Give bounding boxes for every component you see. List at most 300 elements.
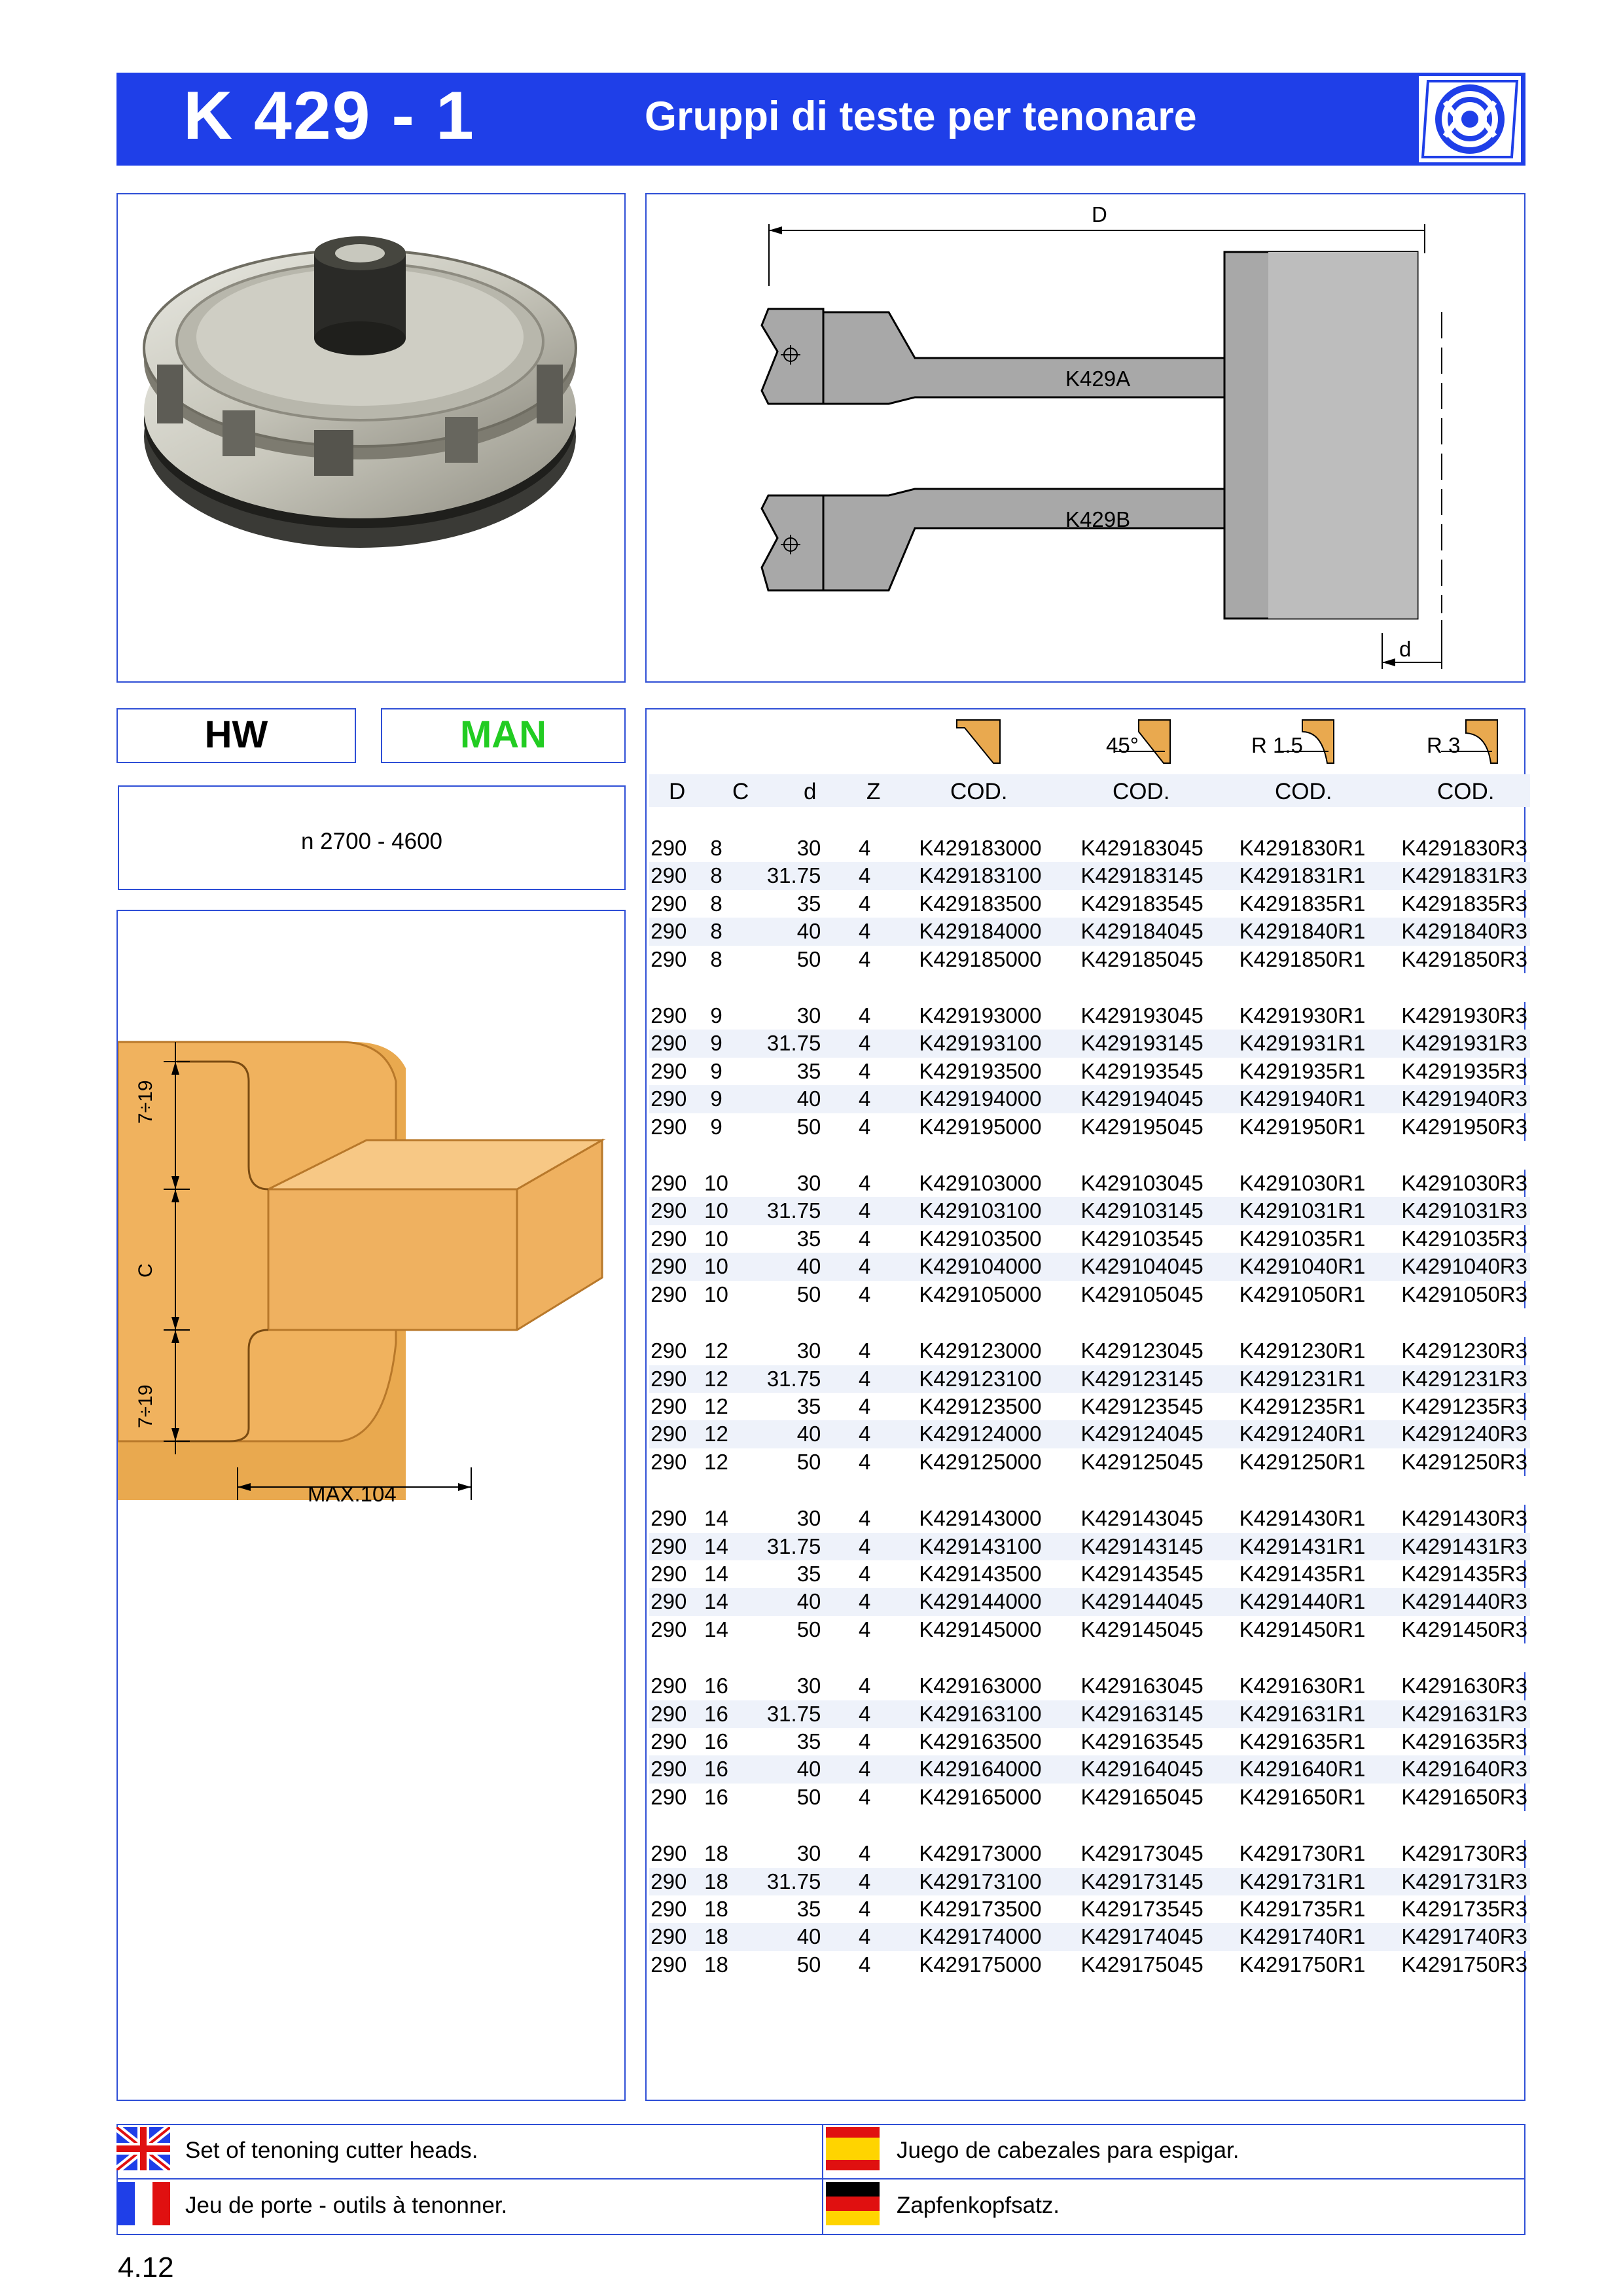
table-cell: 4 [858,1617,871,1641]
table-cell: 4 [858,1338,871,1363]
table-cell: 40 [744,1588,827,1615]
table-cell: 290 [649,1197,688,1225]
table-row [649,1197,1530,1225]
table-cell: K429143545 [1080,1561,1204,1586]
table-cell: 8 [688,862,745,889]
table-cell: 290 [651,1729,687,1753]
table-cell: K429173100 [882,1868,1044,1895]
table-cell: 40 [744,1923,827,1950]
table-cell: 290 [651,1897,687,1921]
col-header-cod-r15: COD. [1275,779,1332,804]
table-cell: K429124000 [882,1420,1044,1448]
group-spacer [649,1476,1530,1505]
table-cell: K4291440R3 [1368,1588,1530,1615]
table-cell: 290 [649,918,688,945]
table-cell: K4291930R1 [1239,1003,1366,1028]
table-cell: 290 [651,1393,687,1418]
table-cell: K429194045 [1044,1085,1206,1113]
table-cell: K4291850R1 [1239,946,1366,971]
table-cell: K4291430R1 [1239,1506,1366,1531]
table-cell: K429104000 [882,1253,1044,1280]
table-cell: K429103500 [919,1226,1042,1251]
table-cell: K429103100 [882,1197,1044,1225]
radius-3-label: R 3 [1427,733,1461,757]
lang-de: Zapfenkopfsatz. [897,2193,1060,2218]
table-cell: K429174000 [882,1923,1044,1950]
table-cell: K4291731R3 [1368,1868,1530,1895]
table-cell: K429163145 [1044,1700,1206,1728]
table-cell: K4291450R1 [1239,1617,1366,1641]
table-row [649,1895,1530,1923]
table-cell: K4291431R1 [1206,1533,1368,1560]
label-k429b: K429B [1065,507,1131,531]
table-cell: K4291750R1 [1239,1952,1366,1977]
table-row [649,1784,1530,1811]
table-row [649,1420,1530,1448]
table-cell: K429185045 [1080,946,1204,971]
table-cell: K429123145 [1044,1365,1206,1393]
table-cell: 4 [858,1506,871,1531]
table-cell: K429183500 [919,891,1042,916]
de-flag-icon [826,2182,880,2229]
table-cell: K4291440R1 [1206,1588,1368,1615]
table-cell: 290 [651,1506,687,1531]
col-header-cod: COD. [950,779,1008,804]
square-edge-icon [955,719,1001,768]
table-cell: 50 [796,1282,821,1306]
table-cell: K4291740R3 [1368,1923,1530,1950]
table-row [649,1505,1530,1532]
table-cell: K429175000 [919,1952,1042,1977]
table-cell: K429173145 [1044,1868,1206,1895]
table-row [649,1755,1530,1783]
table-cell: 4 [827,1253,882,1280]
col-header-Z: Z [866,779,881,804]
table-cell: K429173000 [919,1841,1042,1866]
table-cell: K4291231R3 [1368,1365,1530,1393]
table-cell: K4291750R3 [1401,1952,1527,1977]
lang-es: Juego de cabezales para espigar. [897,2138,1240,2163]
table-cell: K429184000 [882,918,1044,945]
table-cell: 290 [651,1114,687,1139]
table-row [649,1058,1530,1085]
group-spacer [649,1811,1530,1840]
col-header-C: C [732,779,749,804]
table-cell: K429125045 [1080,1449,1204,1474]
table-cell: K4291050R1 [1239,1282,1366,1306]
table-cell: K4291450R3 [1401,1617,1527,1641]
table-cell: K429163045 [1080,1674,1204,1698]
radius-1-5-label: R 1.5 [1251,733,1303,757]
table-cell: 290 [651,1003,687,1028]
table-cell: 4 [858,1561,871,1586]
table-cell: K4291050R3 [1401,1282,1527,1306]
table-cell: K4291240R1 [1206,1420,1368,1448]
table-cell: 4 [858,891,871,916]
table-cell: K429175045 [1080,1952,1204,1977]
table-cell: 12 [704,1393,728,1418]
table-cell: K4291850R3 [1401,946,1527,971]
table-cell: 9 [710,1114,722,1139]
table-cell: K429193100 [882,1030,1044,1057]
table-row [649,834,1530,862]
table-cell: 16 [688,1755,745,1783]
table-cell: 30 [796,1338,821,1363]
table-cell: 4 [858,1171,871,1196]
table-cell: K4291731R1 [1206,1868,1368,1895]
table-cell: K4291035R3 [1401,1226,1527,1251]
table-cell: K4291931R1 [1206,1030,1368,1057]
table-cell: K429173045 [1080,1841,1204,1866]
feed-tag: MAN [381,708,626,763]
table-cell: 10 [704,1226,728,1251]
table-cell: 18 [704,1952,728,1977]
table-cell: K429103000 [919,1171,1042,1196]
table-cell: K429165045 [1080,1784,1204,1809]
table-cell: 50 [796,1952,821,1977]
table-cell: 40 [744,918,827,945]
table-cell: K429105045 [1080,1282,1204,1306]
table-cell: K429173500 [919,1897,1042,1921]
chamfer-45-label: 45° [1106,733,1139,757]
lang-divider-v [822,2124,823,2235]
table-cell: K429174045 [1044,1923,1206,1950]
table-cell: K4291935R1 [1239,1058,1366,1083]
table-cell: 4 [827,1420,882,1448]
table-cell: 4 [858,1674,871,1698]
table-cell: K4291240R3 [1368,1420,1530,1448]
speed-range: n 2700 - 4600 [300,829,442,854]
table-row [649,862,1530,889]
tenon-top-dim: 7÷19 [135,1080,156,1124]
table-cell: K4291635R1 [1239,1729,1366,1753]
table-cell: 290 [651,946,687,971]
table-cell: 35 [796,1897,821,1921]
table-cell: K4291935R3 [1401,1058,1527,1083]
table-cell: K4291730R1 [1239,1841,1366,1866]
dimension-D-label: D [1092,202,1107,226]
brand-logo [1419,76,1521,162]
table-row [649,1868,1530,1895]
table-cell: 30 [796,1674,821,1698]
page-title: Gruppi di teste per tenonare [645,94,1197,139]
table-cell: K4291640R1 [1206,1755,1368,1783]
table-cell: K429123000 [919,1338,1042,1363]
uk-flag-icon [116,2127,170,2174]
table-cell: K4291435R3 [1401,1561,1527,1586]
table-cell: K429143100 [882,1533,1044,1560]
table-cell: 9 [710,1058,722,1083]
table-cell: 4 [827,1700,882,1728]
lang-fr: Jeu de porte - outils à tenonner. [185,2193,508,2218]
table-cell: 4 [827,1755,882,1783]
col-header-D: D [669,779,686,804]
table-cell: K429194000 [882,1085,1044,1113]
table-cell: K4291735R3 [1401,1897,1527,1921]
tenon-bottom-dim: 7÷19 [135,1384,156,1428]
table-cell: 4 [827,1365,882,1393]
group-spacer [649,1141,1530,1170]
table-cell: 40 [744,1420,827,1448]
table-cell: 4 [827,1030,882,1057]
table-cell: K4291640R3 [1368,1755,1530,1783]
table-cell: 4 [827,862,882,889]
table-cell: K4291231R1 [1206,1365,1368,1393]
table-cell: K429163000 [919,1674,1042,1698]
table-cell: 4 [858,946,871,971]
table-cell: K429173545 [1080,1897,1204,1921]
table-row [649,1448,1530,1476]
table-cell: 14 [688,1533,745,1560]
table-cell: K429163545 [1080,1729,1204,1753]
table-row [649,1700,1530,1728]
table-cell: 18 [688,1868,745,1895]
table-row [649,1560,1530,1588]
table-cell: 290 [651,1952,687,1977]
table-cell: K4291650R1 [1239,1784,1366,1809]
table-cell: K4291940R1 [1206,1085,1368,1113]
table-cell: K429183145 [1044,862,1206,889]
table-cell: 50 [796,1449,821,1474]
table-cell: 16 [704,1784,728,1809]
table-cell: 4 [858,1114,871,1139]
tenon-max-length: MAX.104 [308,1482,397,1506]
table-row [649,1253,1530,1280]
cross-section-drawing [647,194,1524,681]
table-cell: K4291630R1 [1239,1674,1366,1698]
tenon-joint-drawing [118,911,624,1500]
table-cell: K4291230R1 [1239,1338,1366,1363]
table-row [649,1337,1530,1365]
table-cell: 290 [649,1755,688,1783]
technical-drawing-panel [645,193,1525,683]
table-cell: K429193500 [919,1058,1042,1083]
table-cell: K429143145 [1044,1533,1206,1560]
table-cell: 290 [649,1030,688,1057]
table-cell: K429123045 [1080,1338,1204,1363]
table-cell: 290 [651,1226,687,1251]
table-cell: 290 [651,1674,687,1698]
table-row [649,1616,1530,1643]
page-number: 4.12 [118,2251,174,2284]
table-cell: 290 [651,1171,687,1196]
table-cell: 290 [651,891,687,916]
table-cell: 35 [796,1226,821,1251]
table-cell: 31.75 [744,1030,827,1057]
table-cell: K429143000 [919,1506,1042,1531]
table-cell: 4 [827,1533,882,1560]
table-cell: K4291235R3 [1401,1393,1527,1418]
table-cell: K429183000 [919,836,1042,860]
product-photo-panel [116,193,626,683]
table-cell: K429183045 [1080,836,1204,860]
table-cell: 290 [651,1784,687,1809]
col-header-cod-r3: COD. [1437,779,1495,804]
table-cell: K4291230R3 [1401,1338,1527,1363]
table-cell: 16 [688,1700,745,1728]
table-cell: 4 [858,1897,871,1921]
speed-panel [118,785,626,890]
group-spacer [649,1308,1530,1337]
table-cell: K429145000 [919,1617,1042,1641]
table-cell: K4291831R1 [1206,862,1368,889]
table-cell: 290 [651,1449,687,1474]
table-cell: 10 [704,1171,728,1196]
table-cell: 12 [688,1420,745,1448]
table-cell: 4 [858,1729,871,1753]
table-cell: K429123500 [919,1393,1042,1418]
table-row [649,1728,1530,1755]
table-cell: 18 [704,1897,728,1921]
table-cell: 4 [858,1282,871,1306]
table-cell: K429193000 [919,1003,1042,1028]
group-spacer [649,1643,1530,1672]
tenoning-head-photo [118,194,624,681]
table-cell: K4291950R1 [1239,1114,1366,1139]
table-cell: K429104045 [1044,1253,1206,1280]
table-cell: 35 [796,1058,821,1083]
table-cell: K4291040R1 [1206,1253,1368,1280]
table-cell: K4291835R1 [1239,891,1366,916]
table-cell: K429183545 [1080,891,1204,916]
table-cell: 50 [796,946,821,971]
table-row [649,1030,1530,1057]
table-cell: K4291950R3 [1401,1114,1527,1139]
table-cell: K429103545 [1080,1226,1204,1251]
table-cell: K4291431R3 [1368,1533,1530,1560]
table-cell: K429195045 [1080,1114,1204,1139]
table-cell: K4291031R3 [1368,1197,1530,1225]
table-cell: K429103045 [1080,1171,1204,1196]
table-cell: K4291930R3 [1401,1003,1527,1028]
table-cell: K4291631R3 [1368,1700,1530,1728]
table-cell: K4291730R3 [1401,1841,1527,1866]
table-row [649,1951,1530,1979]
table-cell: K429183100 [882,862,1044,889]
table-cell: 290 [649,1923,688,1950]
lang-en: Set of tenoning cutter heads. [185,2138,478,2163]
tenon-drawing-panel [116,910,626,2101]
table-cell: 8 [710,891,722,916]
table-cell: 30 [796,1171,821,1196]
table-cell: 290 [651,1617,687,1641]
table-cell: K429193145 [1044,1030,1206,1057]
table-row [649,946,1530,973]
table-cell: K4291035R1 [1239,1226,1366,1251]
table-row [649,1170,1530,1197]
table-cell: 4 [858,1841,871,1866]
table-cell: 290 [651,1058,687,1083]
table-cell: 35 [796,1393,821,1418]
table-row [649,1365,1530,1393]
table-cell: 290 [651,836,687,860]
table-cell: K429144000 [882,1588,1044,1615]
table-cell: K4291940R3 [1368,1085,1530,1113]
table-cell: 35 [796,891,821,916]
table-cell: 8 [710,836,722,860]
table-cell: 4 [858,836,871,860]
table-cell: 10 [688,1197,745,1225]
table-cell: 30 [796,1506,821,1531]
table-cell: K429103145 [1044,1197,1206,1225]
table-cell: K429184045 [1044,918,1206,945]
table-cell: K4291840R1 [1206,918,1368,945]
group-spacer [649,973,1530,1002]
table-cell: 18 [688,1923,745,1950]
table-cell: 8 [710,946,722,971]
table-cell: 12 [704,1449,728,1474]
table-cell: K429193545 [1080,1058,1204,1083]
table-cell: K429163500 [919,1729,1042,1753]
table-cell: 290 [649,1533,688,1560]
table-cell: 290 [649,1085,688,1113]
table-cell: 30 [796,1003,821,1028]
table-cell: 4 [858,1393,871,1418]
table-cell: 40 [744,1085,827,1113]
table-cell: K4291635R3 [1401,1729,1527,1753]
col-header-d: d [804,779,817,804]
col-header-cod-45: COD. [1113,779,1170,804]
table-cell: 14 [704,1617,728,1641]
table-cell: 14 [704,1506,728,1531]
table-cell: K4291735R1 [1239,1897,1366,1921]
table-cell: 50 [796,1114,821,1139]
table-cell: 50 [796,1617,821,1641]
table-cell: 290 [651,1561,687,1586]
table-cell: K4291831R3 [1368,862,1530,889]
table-cell: 290 [651,1841,687,1866]
table-cell: K429195000 [919,1114,1042,1139]
table-cell: 12 [704,1338,728,1363]
table-row [649,1002,1530,1030]
table-cell: 4 [858,1058,871,1083]
table-cell: K429165000 [919,1784,1042,1809]
product-code: K 429 - 1 [183,78,475,154]
table-cell: 31.75 [744,1868,827,1895]
table-row [649,1588,1530,1615]
table-row [649,1393,1530,1420]
table-cell: K4291030R1 [1239,1171,1366,1196]
table-cell: 290 [651,1282,687,1306]
table-cell: 31.75 [744,1365,827,1393]
table-cell: K429123100 [882,1365,1044,1393]
table-cell: K429105000 [919,1282,1042,1306]
table-cell: 4 [858,1952,871,1977]
table-cell: 290 [649,862,688,889]
table-cell: 4 [858,1003,871,1028]
table-row [649,1085,1530,1113]
table-cell: K4291430R3 [1401,1506,1527,1531]
table-cell: K429143500 [919,1561,1042,1586]
table-cell: K4291040R3 [1368,1253,1530,1280]
table-cell: K429144045 [1044,1588,1206,1615]
table-cell: K4291650R3 [1401,1784,1527,1809]
table-cell: 9 [688,1085,745,1113]
table-cell: K4291830R3 [1401,836,1527,860]
table-row [649,1281,1530,1308]
table-cell: 31.75 [744,1533,827,1560]
table-cell: 4 [858,1449,871,1474]
table-cell: 4 [827,1197,882,1225]
table-cell: 4 [827,918,882,945]
table-cell: 35 [796,1729,821,1753]
table-row [649,890,1530,918]
table-row [649,1923,1530,1950]
table-cell: 290 [649,1868,688,1895]
table-cell: K429193045 [1080,1003,1204,1028]
table-cell: 9 [710,1003,722,1028]
table-cell: 10 [704,1282,728,1306]
